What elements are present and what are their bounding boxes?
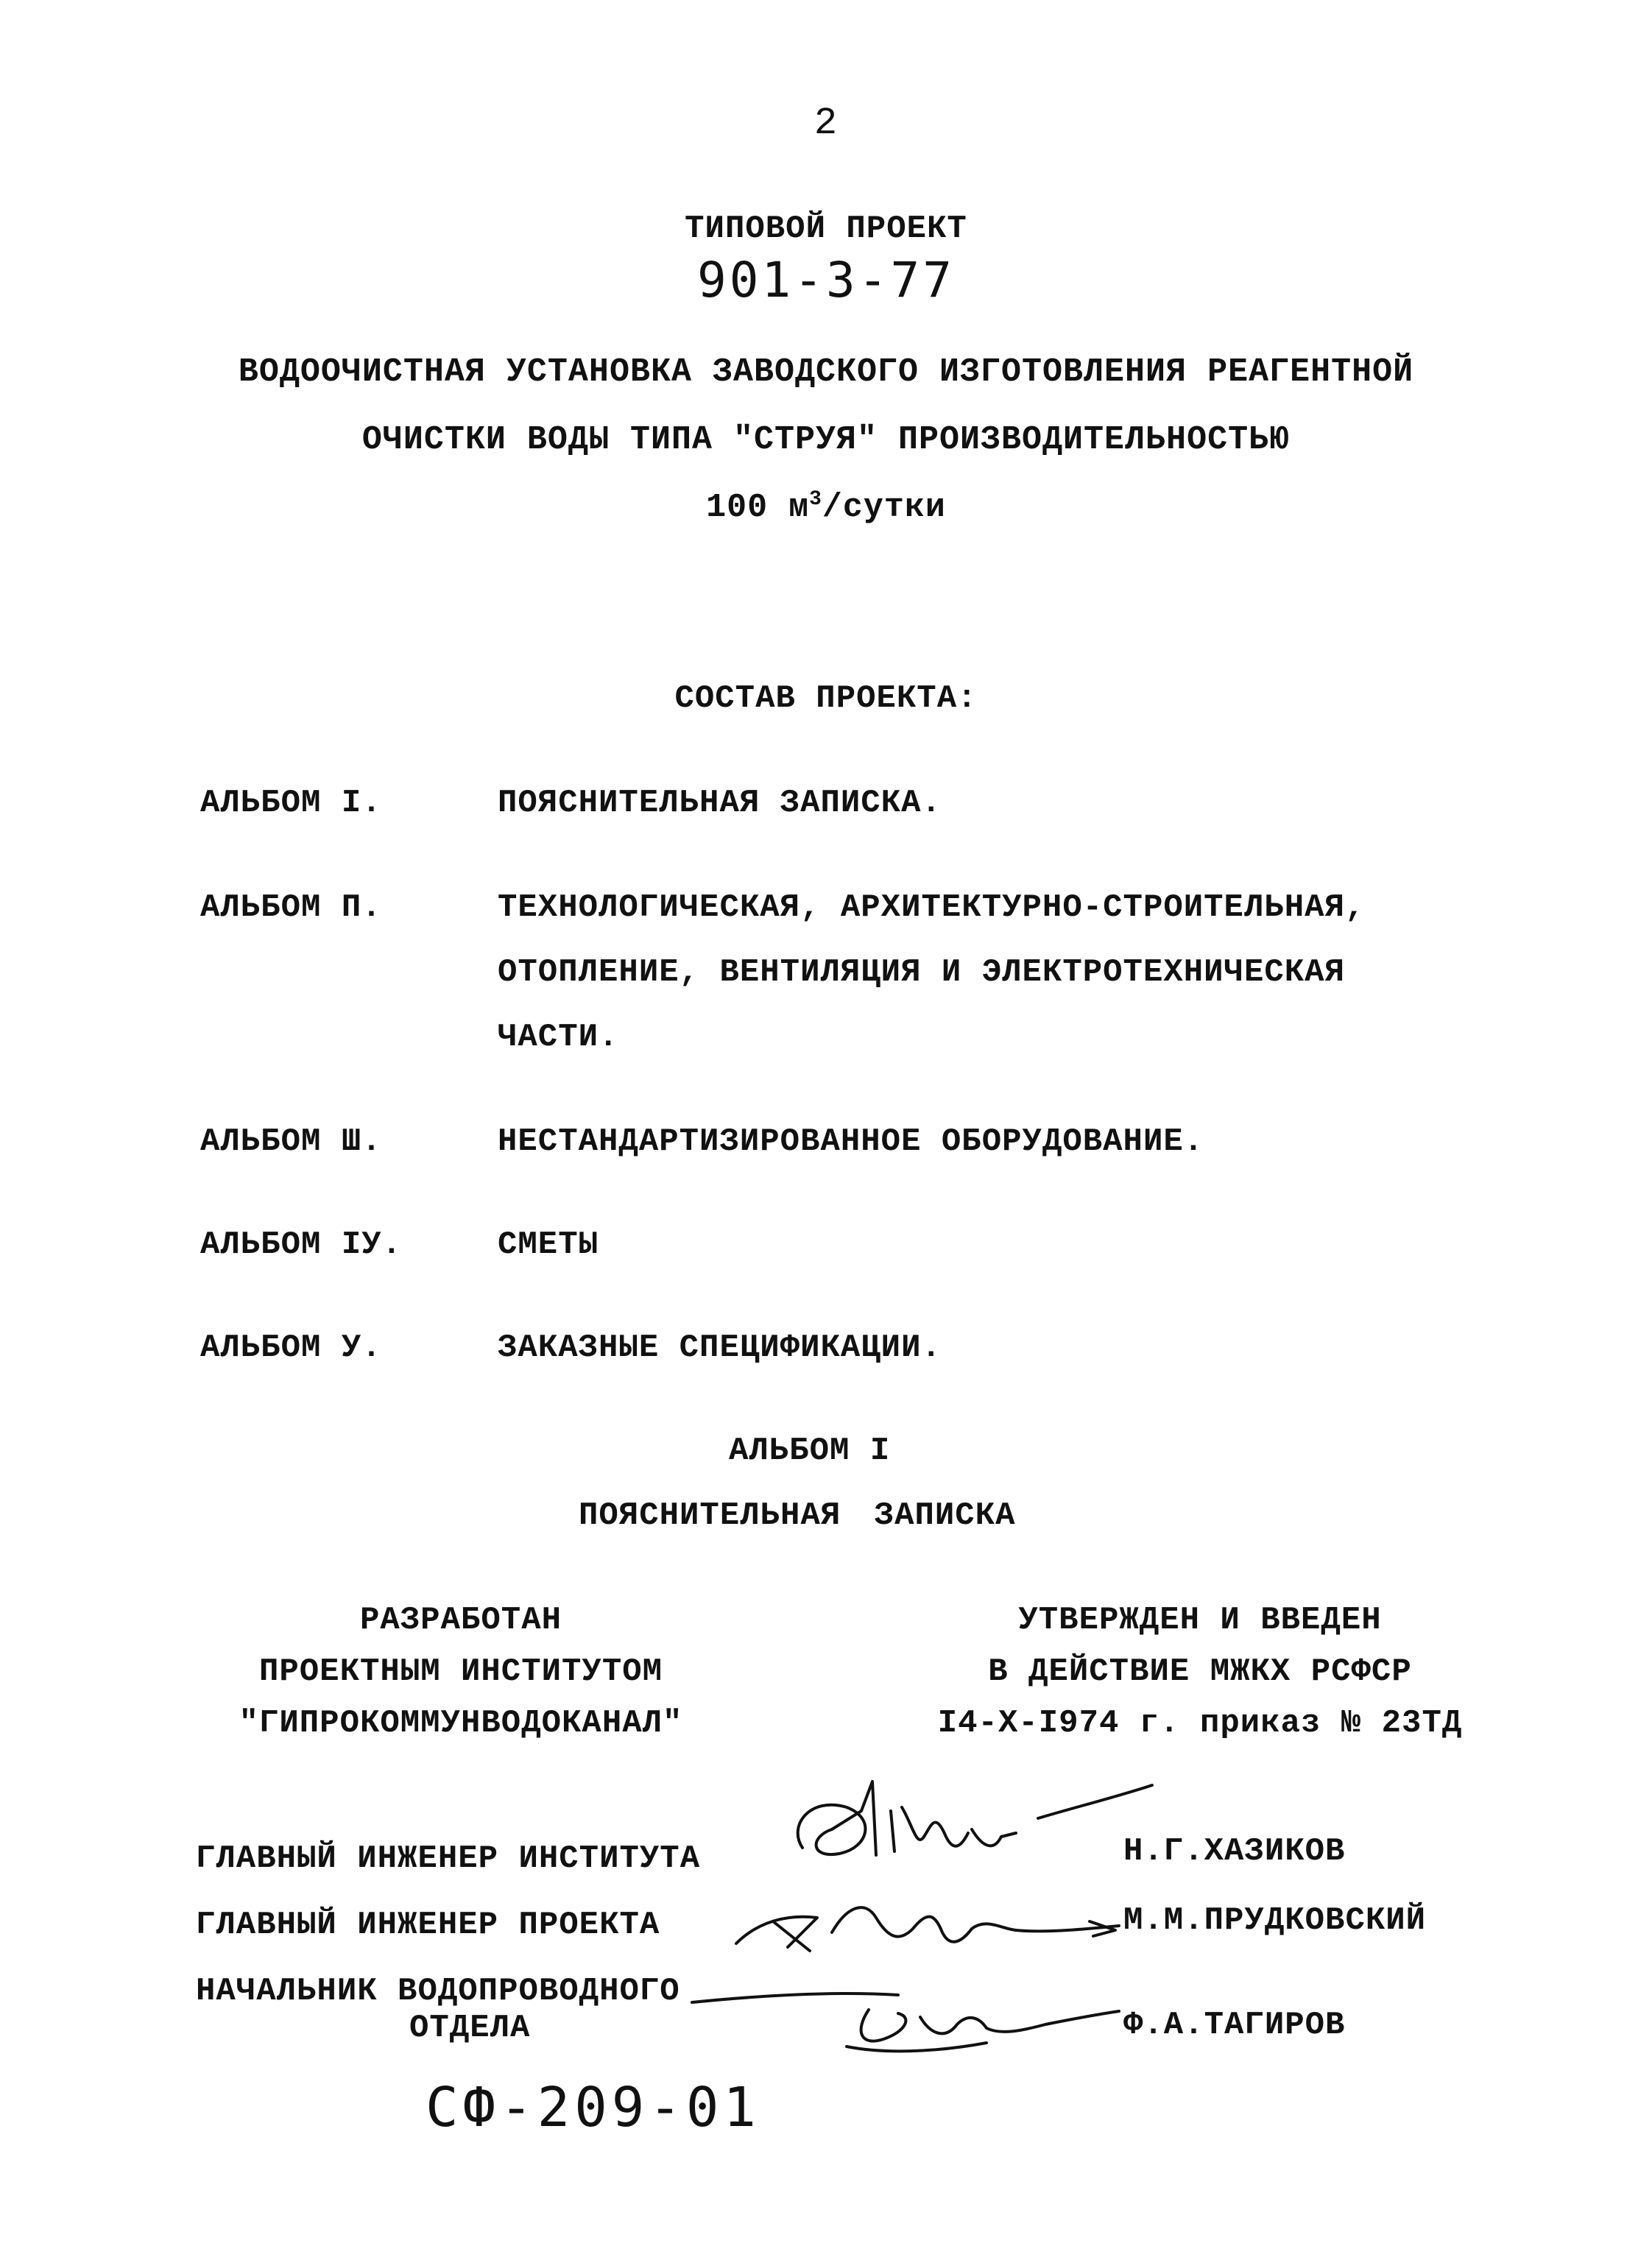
signatory-1-name: Н.Г.ХАЗИКОВ — [1123, 1833, 1346, 1870]
signature-3-image — [677, 1966, 1134, 2069]
album-4-label: АЛЬБОМ IУ. — [200, 1226, 403, 1263]
composition-heading: СОСТАВ ПРОЕКТА: — [674, 680, 978, 717]
this-album-title: ПОЯСНИТЕЛЬНАЯ ЗАПИСКА — [579, 1497, 1016, 1534]
project-code: 901-3-77 — [697, 252, 955, 308]
signatory-3-name: Ф.А.ТАГИРОВ — [1123, 2007, 1346, 2044]
album-3-label: АЛЬБОМ Ш. — [200, 1123, 382, 1160]
capacity-value: 100 м — [706, 489, 810, 526]
this-album-label: АЛЬБОМ I — [729, 1433, 891, 1469]
developed-by-line-3: "ГИПРОКОММУНВОДОКАНАЛ" — [239, 1705, 683, 1742]
signatory-3-role: НАЧАЛЬНИК ВОДОПРОВОДНОГО — [196, 1973, 680, 2010]
approved-line-2: В ДЕЙСТВИЕ МЖКХ РСФСР — [988, 1653, 1412, 1690]
capacity-superscript: 3 — [809, 488, 822, 511]
developed-by-line-1: РАЗРАБОТАН — [359, 1602, 562, 1639]
signature-2-image — [707, 1877, 1134, 1966]
document-code: СФ-209-01 — [426, 2076, 760, 2139]
signatory-1-role: ГЛАВНЫЙ ИНЖЕНЕР ИНСТИТУТА — [196, 1840, 701, 1877]
album-1-label: АЛЬБОМ I. — [200, 785, 382, 822]
title-line-3 — [0, 489, 1652, 526]
signatory-3-role-line-2: ОТДЕЛА — [409, 2010, 531, 2047]
signatory-2-role: ГЛАВНЫЙ ИНЖЕНЕР ПРОЕКТА — [196, 1907, 660, 1943]
developed-by-line-2: ПРОЕКТНЫМ ИНСТИТУТОМ — [258, 1653, 663, 1690]
album-5-desc: ЗАКАЗНЫЕ СПЕЦИФИКАЦИИ. — [498, 1329, 942, 1366]
capacity-unit: /сутки — [822, 489, 946, 526]
album-3-desc: НЕСТАНДАРТИЗИРОВАННОЕ ОБОРУДОВАНИЕ. — [498, 1123, 1204, 1160]
album-2-desc-line-3: ЧАСТИ. — [498, 1019, 619, 1056]
page-number: 2 — [813, 102, 839, 145]
approved-line-3: I4-X-I974 г. приказ № 23ТД — [937, 1705, 1463, 1742]
album-1-desc: ПОЯСНИТЕЛЬНАЯ ЗАПИСКА. — [498, 785, 942, 822]
album-5-label: АЛЬБОМ У. — [200, 1329, 382, 1366]
album-2-desc-line-2: ОТОПЛЕНИЕ, ВЕНТИЛЯЦИЯ И ЭЛЕКТРОТЕХНИЧЕСКАЯ — [498, 954, 1345, 991]
project-label: ТИПОВОЙ ПРОЕКТ — [685, 211, 967, 247]
title-line-1: ВОДООЧИСТНАЯ УСТАНОВКА ЗАВОДСКОГО ИЗГОТОВЛЕНИЯ РЕАГЕНТНОЙ — [238, 353, 1414, 391]
signatory-2-name: М.М.ПРУДКОВСКИЙ — [1123, 1902, 1427, 1939]
album-2-desc-line-1: ТЕХНОЛОГИЧЕСКАЯ, АРХИТЕКТУРНО-СТРОИТЕЛЬНАЯ, — [498, 889, 1366, 926]
signature-1-image — [780, 1767, 1163, 1877]
approved-line-1: УТВЕРЖДЕН И ВВЕДЕН — [1018, 1602, 1382, 1639]
album-2-label: АЛЬБОМ П. — [200, 889, 382, 926]
title-line-2: ОЧИСТКИ ВОДЫ ТИПА "СТРУЯ" ПРОИЗВОДИТЕЛЬНОСТЬЮ — [361, 421, 1291, 459]
album-4-desc: СМЕТЫ — [498, 1226, 599, 1263]
